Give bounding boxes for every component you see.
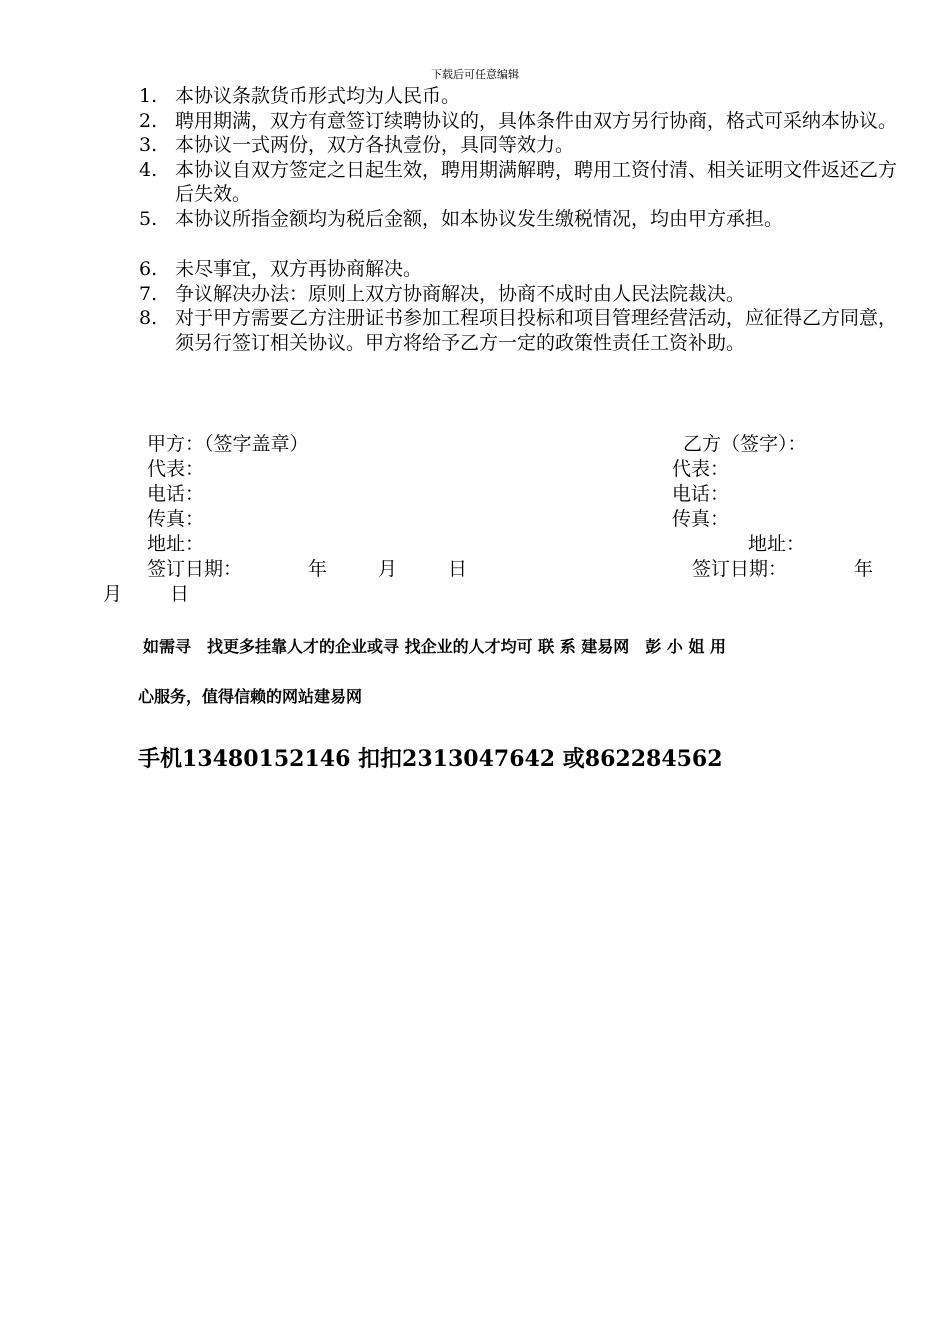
party-b-address-label: 地址： <box>748 533 806 555</box>
clause-item <box>137 84 897 109</box>
contact-line-2: 心服务，值得信赖的网站建易网 <box>138 687 363 706</box>
party-a-date-label: 签订日期： <box>147 558 243 580</box>
contact-line-1: 如需寻 找更多挂靠人才的企业或寻 找企业的人才均可 联 系 建易网 彭 小 姐 用 <box>143 637 726 656</box>
party-b-rep-label: 代表： <box>672 458 730 480</box>
clause-item <box>137 282 897 307</box>
party-b-fax-label: 传真： <box>672 508 730 530</box>
clause-text: 本协议自双方签定之日起生效，聘用期满解聘，聘用工资付清、相关证明文件返还乙方后失效。 <box>175 158 898 205</box>
clause-text: 争议解决办法：原则上双方协商解决，协商不成时由人民法院裁决。 <box>175 282 746 305</box>
clause-text: 本协议条款货币形式均为人民币。 <box>175 85 461 107</box>
contact-phone-line: 手机13480152146 扣扣2313047642 或862284562 <box>138 746 723 772</box>
party-b-month: 月 <box>103 583 123 605</box>
party-a-address-label: 地址： <box>147 533 205 555</box>
party-b-title: 乙方（签字）： <box>683 433 807 455</box>
party-a-month: 月 <box>378 558 398 580</box>
clause-number: 6. <box>139 258 158 280</box>
clause-number: 3. <box>139 134 158 156</box>
clause-text: 本协议所指金额均为税后金额，如本协议发生缴税情况，均由甲方承担。 <box>175 207 784 230</box>
clause-item <box>137 257 897 282</box>
party-b-year: 年 <box>854 558 874 580</box>
party-b-date-label: 签订日期： <box>692 558 788 580</box>
clause-number: 4. <box>139 158 158 181</box>
clause-text: 未尽事宜，双方再协商解决。 <box>175 258 423 280</box>
clause-list <box>137 84 897 355</box>
clause-number: 5. <box>139 207 158 230</box>
clause-number: 7. <box>139 282 158 305</box>
party-a-title: 甲方：（签字盖章） <box>147 433 309 455</box>
party-b-phone-label: 电话： <box>672 483 730 505</box>
clause-item <box>137 109 897 134</box>
page-header: 下载后可任意编辑 <box>431 68 519 81</box>
clause-item <box>137 158 897 207</box>
clause-item <box>137 306 897 355</box>
clause-text: 聘用期满，双方有意签订续聘协议的，具体条件由双方另行协商，格式可采纳本协议。 <box>175 109 898 132</box>
party-b-day: 日 <box>170 583 190 605</box>
clause-number: 2. <box>139 109 158 132</box>
party-a-day: 日 <box>448 558 468 580</box>
party-a-rep-label: 代表： <box>147 458 205 480</box>
clause-item <box>137 133 897 158</box>
clause-text: 本协议一式两份，双方各执壹份，具同等效力。 <box>175 134 575 156</box>
party-a-year: 年 <box>308 558 328 580</box>
clause-number: 8. <box>139 307 158 329</box>
clause-item <box>137 207 897 232</box>
clause-text: 对于甲方需要乙方注册证书参加工程项目投标和项目管理经营活动，应征得乙方同意，须另行签订相关协议。甲方将给予乙方一定的政策性责任工资补助。 <box>175 307 898 354</box>
party-a-fax-label: 传真： <box>147 508 205 530</box>
clause-number: 1. <box>139 85 158 107</box>
party-a-phone-label: 电话： <box>147 483 205 505</box>
